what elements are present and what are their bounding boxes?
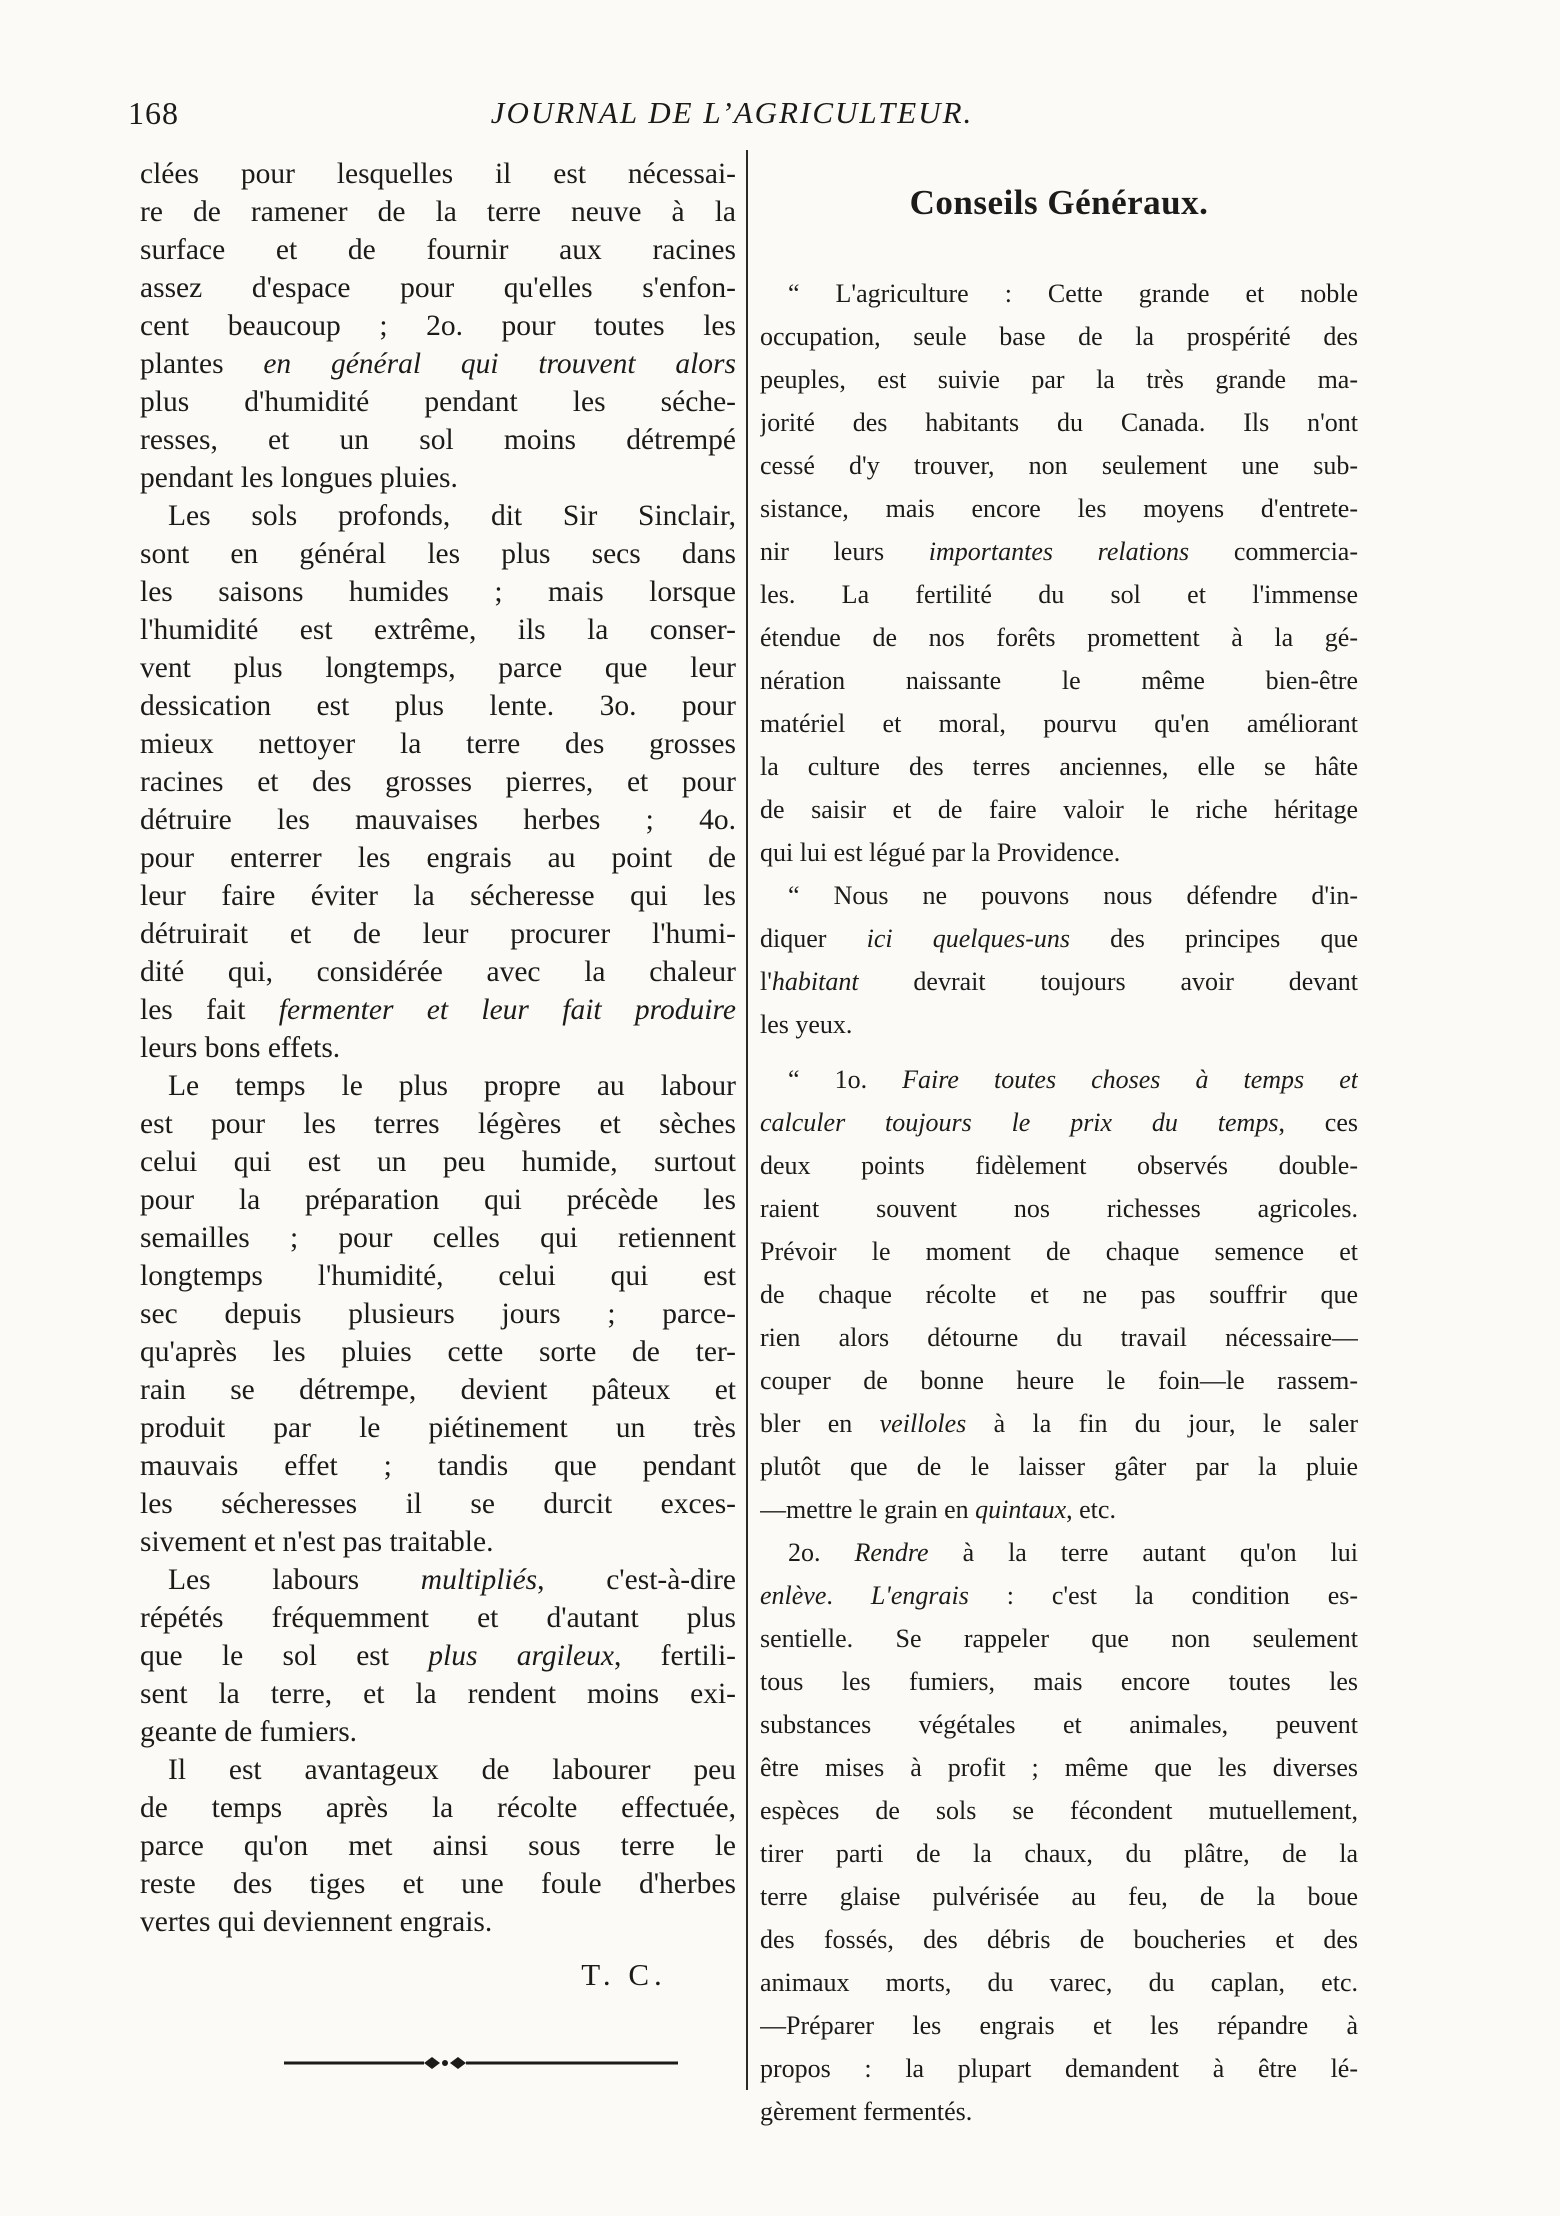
text-line: animaux morts, du varec, du caplan, etc. [760, 1968, 1358, 1997]
text-run: : c'est la condition es- [968, 1581, 1358, 1610]
text-line: semailles ; pour celles qui retiennent [140, 1222, 736, 1254]
text-run: , c'est-à-dire [537, 1564, 736, 1596]
text-run: , etc. [1066, 1495, 1116, 1524]
paragraph [140, 1561, 736, 1751]
text-line: tirer parti de la chaux, du plâtre, de la [760, 1839, 1358, 1868]
italic-phrase: calculer toujours le prix du temps [760, 1108, 1279, 1137]
paragraph [760, 1058, 1358, 1531]
text-run: —mettre le grain en [760, 1495, 976, 1524]
italic-phrase: L'engrais [870, 1581, 969, 1610]
text-line: peuples, est suivie par la très grande ma- [760, 365, 1358, 394]
text-line: tous les fumiers, mais encore toutes les [760, 1667, 1358, 1696]
running-title: JOURNAL DE L’AGRICULTEUR. [490, 95, 974, 130]
text-line: de temps après la récolte effectuée, [140, 1792, 736, 1824]
text-line: cessé d'y trouver, non seulement une sub- [760, 451, 1358, 480]
text-line: espèces de sols se fécondent mutuellement, [760, 1796, 1358, 1825]
text-run: les fait [140, 994, 279, 1026]
text-line: deux points fidèlement observés double- [760, 1151, 1358, 1180]
text-line: pour la préparation qui précède les [140, 1184, 736, 1216]
text-line: terre glaise pulvérisée au feu, de la boue [760, 1882, 1358, 1911]
text-line: pour enterrer les engrais au point de [140, 842, 736, 874]
italic-phrase: plus argileux [428, 1640, 614, 1672]
paragraph [760, 272, 1358, 874]
text-run: , fertili- [613, 1640, 736, 1672]
text-line: Les sols profonds, dit Sir Sinclair, [168, 500, 736, 532]
text-line: produit par le piétinement un très [140, 1412, 736, 1444]
text-line: la culture des terres anciennes, elle se hâte [760, 752, 1358, 781]
text-line [760, 1402, 1358, 1445]
text-line: cent beaucoup ; 2o. pour toutes les [140, 310, 736, 342]
text-line: sec depuis plusieurs jours ; parce- [140, 1298, 736, 1330]
text-line: gèrement fermentés. [760, 2097, 973, 2126]
text-line: parce qu'on met ainsi sous terre le [140, 1830, 736, 1862]
text-line: propos : la plupart demandent à être lé- [760, 2054, 1358, 2083]
text-line: resses, et un sol moins détrempé [140, 424, 736, 456]
text-line: sont en général les plus secs dans [140, 538, 736, 570]
text-line: re de ramener de la terre neuve à la [140, 196, 736, 228]
text-run: plantes [140, 348, 264, 380]
text-line: plus d'humidité pendant les séche- [140, 386, 736, 418]
text-line: dessication est plus lente. 3o. pour [140, 690, 736, 722]
author-signature: T. C. [581, 1957, 667, 1992]
italic-phrase: Rendre [854, 1538, 929, 1567]
text-line: raient souvent nos richesses agricoles. [760, 1194, 1358, 1223]
text-line: matériel et moral, pourvu qu'en améliorant [760, 709, 1358, 738]
page-number: 168 [128, 95, 179, 131]
text-line: détruirait et de leur procurer l'humi- [140, 918, 736, 950]
text-line: plutôt que de le laisser gâter par la pluie [760, 1452, 1358, 1481]
text-line: mieux nettoyer la terre des grosses [140, 728, 736, 760]
text-run: diquer [760, 924, 867, 953]
italic-phrase: veilloles [879, 1409, 967, 1438]
left-column-body [140, 155, 736, 1941]
italic-phrase: Faire toutes choses à temps et [902, 1065, 1358, 1094]
text-line: Le temps le plus propre au labour [168, 1070, 736, 1102]
text-line: répétés fréquemment et d'autant plus [140, 1602, 736, 1634]
text-line: Il est avantageux de labourer peu [168, 1754, 736, 1786]
text-line [760, 1574, 1358, 1617]
text-run: devrait toujours avoir devant [858, 967, 1358, 996]
left-column [140, 155, 736, 1941]
right-column [760, 180, 1358, 2133]
text-line: étendue de nos forêts promettent à la gé- [760, 623, 1358, 652]
text-line [760, 1058, 1358, 1101]
text-line: reste des tiges et une foule d'herbes [140, 1868, 736, 1900]
text-line: l'humidité est extrême, ils la conser- [140, 614, 736, 646]
text-line [760, 960, 1358, 1003]
text-line: racines et des grosses pierres, et pour [140, 766, 736, 798]
text-run: . [826, 1581, 871, 1610]
text-line: leur faire éviter la sécheresse qui les [140, 880, 736, 912]
text-line: nération naissante le même bien-être [760, 666, 1358, 695]
text-line: —Préparer les engrais et les répandre à [760, 2011, 1358, 2040]
text-line: qu'après les pluies cette sorte de ter- [140, 1336, 736, 1368]
text-line: surface et de fournir aux racines [140, 234, 736, 266]
text-line: des fossés, des débris de boucheries et des [760, 1925, 1358, 1954]
text-line: être mises à profit ; même que les diverses [760, 1753, 1358, 1782]
text-line: les saisons humides ; mais lorsque [140, 576, 736, 608]
text-line: qui lui est légué par la Providence. [760, 838, 1121, 867]
text-line: de chaque récolte et ne pas souffrir que [760, 1280, 1358, 1309]
text-run: commercia- [1189, 537, 1358, 566]
italic-phrase: importantes relations [928, 537, 1190, 566]
text-line [760, 1531, 1358, 1574]
text-run: 2o. [788, 1538, 855, 1567]
text-line: vertes qui deviennent engrais. [140, 1906, 493, 1938]
text-line: les yeux. [760, 1010, 853, 1039]
text-line: Prévoir le moment de chaque semence et [760, 1237, 1358, 1266]
text-line: assez d'espace pour qu'elles s'enfon- [140, 272, 736, 304]
text-line: est pour les terres légères et sèches [140, 1108, 736, 1140]
italic-phrase: habitant [771, 967, 859, 996]
text-line: celui qui est un peu humide, surtout [140, 1146, 736, 1178]
text-run: “ 1o. [788, 1065, 903, 1094]
column-divider [746, 150, 748, 2090]
text-line: sent la terre, et la rendent moins exi- [140, 1678, 736, 1710]
text-line: couper de bonne heure le foin—le rassem- [760, 1366, 1358, 1395]
paragraph [760, 1531, 1358, 2133]
text-line: dité qui, considérée avec la chaleur [140, 956, 736, 988]
italic-phrase: en général qui trouvent alors [263, 348, 736, 380]
italic-phrase: multipliés [420, 1564, 538, 1596]
text-line: rien alors détourne du travail nécessaire— [760, 1323, 1358, 1352]
text-run: , ces [1278, 1108, 1358, 1137]
text-run: l' [760, 967, 772, 996]
text-run: à la terre autant qu'on lui [928, 1538, 1358, 1567]
text-run: que le sol est [140, 1640, 429, 1672]
paragraph [140, 1751, 736, 1941]
text-run: à la fin du jour, le saler [966, 1409, 1358, 1438]
text-line: “ L'agriculture : Cette grande et noble [788, 279, 1358, 308]
text-line: détruire les mauvaises herbes ; 4o. [140, 804, 736, 836]
text-line [760, 917, 1358, 960]
text-line [760, 530, 1358, 573]
text-line: mauvais effet ; tandis que pendant [140, 1450, 736, 1482]
paragraph [140, 155, 736, 497]
italic-phrase: fermenter et leur fait produire [278, 994, 736, 1026]
text-line: les. La fertilité du sol et l'immense [760, 580, 1358, 609]
italic-phrase: ici quelques-uns [866, 924, 1070, 953]
text-line [140, 991, 736, 1029]
text-line: sentielle. Se rappeler que non seulement [760, 1624, 1358, 1653]
text-run: Les labours [168, 1564, 421, 1596]
text-line: rain se détrempe, devient pâteux et [140, 1374, 736, 1406]
italic-phrase: quintaux [975, 1495, 1067, 1524]
text-line [140, 1637, 736, 1675]
text-line [760, 1101, 1358, 1144]
text-line: vent plus longtemps, parce que leur [140, 652, 736, 684]
text-line: pendant les longues pluies. [140, 462, 458, 494]
text-run: des principes que [1069, 924, 1358, 953]
paragraph [140, 497, 736, 1067]
text-line: sivement et n'est pas traitable. [140, 1526, 494, 1558]
paragraph [140, 1067, 736, 1561]
text-line: longtemps l'humidité, celui qui est [140, 1260, 736, 1292]
text-line: geante de fumiers. [140, 1716, 358, 1748]
italic-phrase: enlève [760, 1581, 827, 1610]
text-line: de saisir et de faire valoir le riche héritage [760, 795, 1358, 824]
ornamental-rule [282, 2050, 682, 2076]
right-column-body [760, 272, 1358, 2133]
text-line: clées pour lesquelles il est nécessai- [140, 158, 736, 190]
text-line: les sécheresses il se durcit exces- [140, 1488, 736, 1520]
text-line: sistance, mais encore les moyens d'entrete- [760, 494, 1358, 523]
text-line: jorité des habitants du Canada. Ils n'ont [760, 408, 1358, 437]
text-line [140, 345, 736, 383]
text-line: leurs bons effets. [140, 1032, 341, 1064]
text-line: substances végétales et animales, peuvent [760, 1710, 1358, 1739]
section-heading: Conseils Généraux. [909, 183, 1209, 222]
text-run: bler en [760, 1409, 880, 1438]
text-line: occupation, seule base de la prospérité des [760, 322, 1358, 351]
text-line [760, 1488, 1358, 1531]
text-run: nir leurs [760, 537, 929, 566]
text-line [140, 1561, 736, 1599]
paragraph [760, 874, 1358, 1046]
text-line: “ Nous ne pouvons nous défendre d'in- [788, 881, 1358, 910]
